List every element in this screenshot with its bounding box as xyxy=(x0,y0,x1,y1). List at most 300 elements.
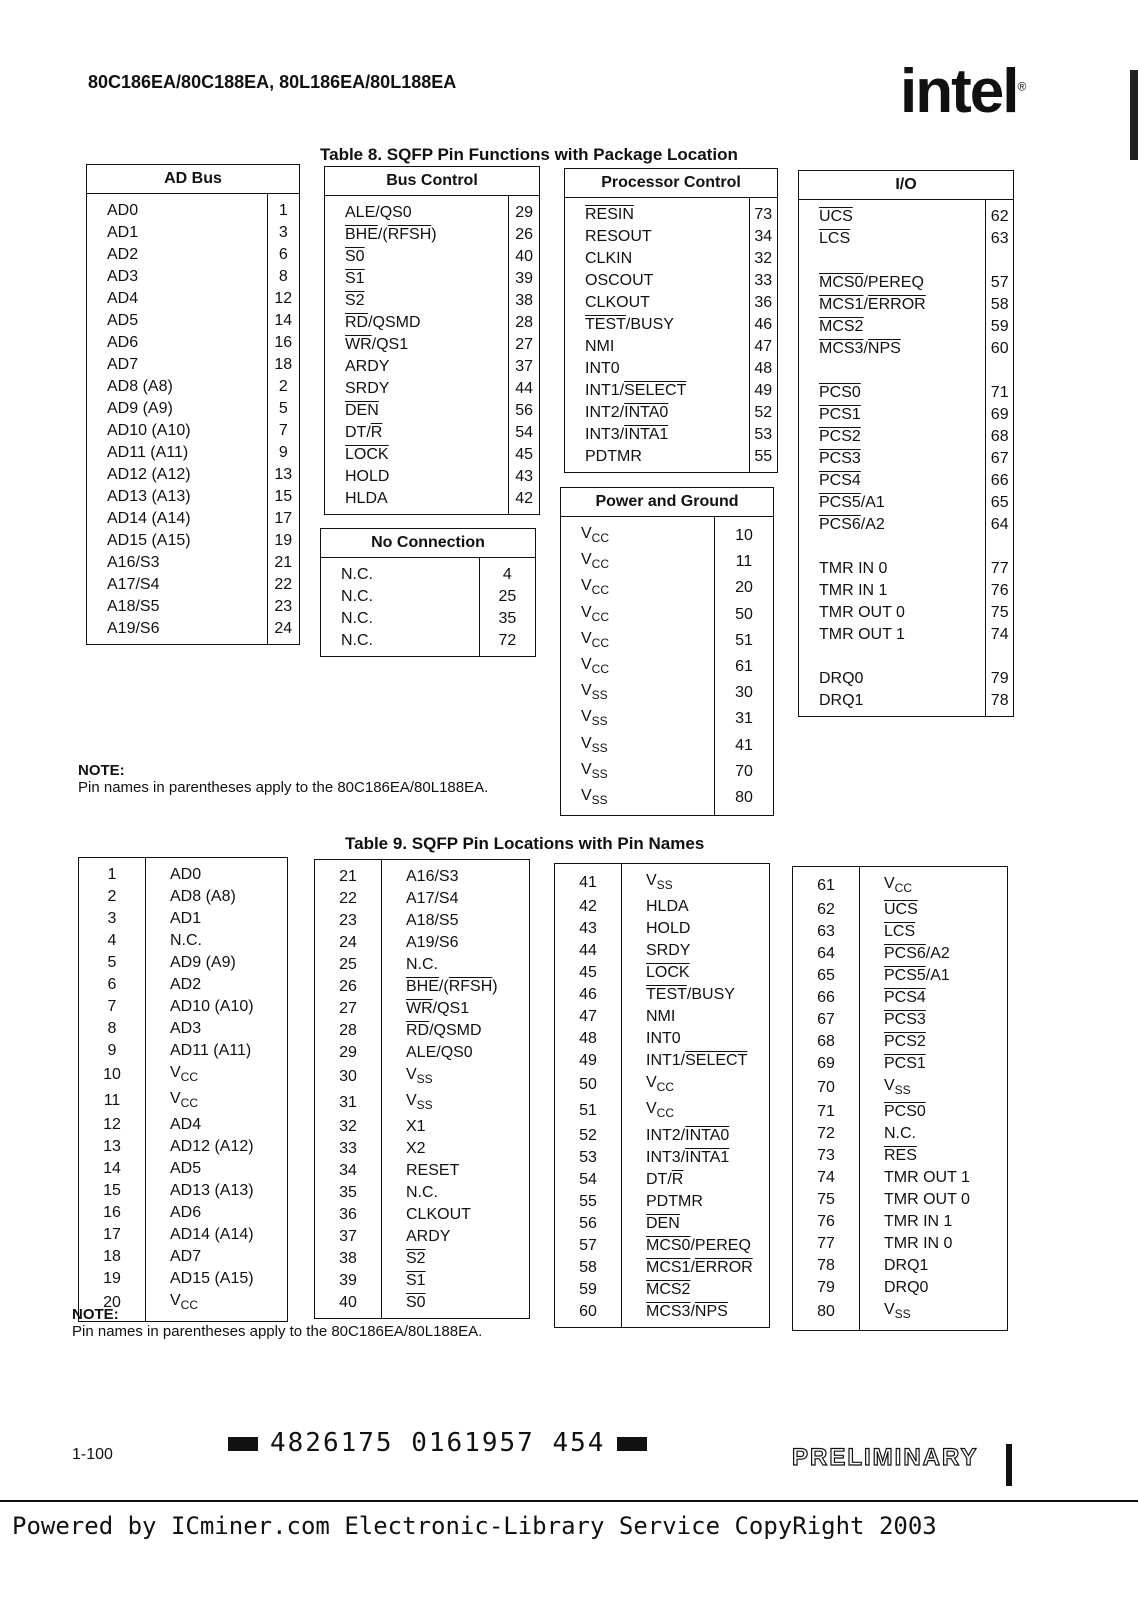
table-row xyxy=(793,1123,1008,1145)
pin-name: HOLD xyxy=(325,466,509,488)
pin-number: 3 xyxy=(278,224,288,241)
table-row xyxy=(325,466,540,488)
pin-name: PCS1 xyxy=(799,404,986,426)
table-row xyxy=(555,1213,770,1235)
pin-number: 72 xyxy=(498,632,517,649)
powered-by-footer: Powered by ICminer.com Electronic-Library Service CopyRight 2003 xyxy=(12,1512,937,1540)
table-row xyxy=(87,244,300,266)
table-row xyxy=(87,486,300,508)
page-number: 1-100 xyxy=(72,1446,113,1463)
table-row xyxy=(325,312,540,334)
pin-number: 68 xyxy=(793,1031,860,1053)
note-title: NOTE: xyxy=(78,762,125,779)
pin-number: 55 xyxy=(555,1191,622,1213)
table-row xyxy=(555,1257,770,1279)
pin-name: TEST/BUSY xyxy=(622,984,770,1006)
pin-name: MCS2 xyxy=(622,1279,770,1301)
pin-number: 50 xyxy=(555,1072,622,1098)
pin-name: $DT/\overline{R}$ xyxy=(622,1169,770,1191)
table-row xyxy=(87,442,300,464)
pin-number: 72 xyxy=(793,1123,860,1145)
table-header: I/O xyxy=(799,171,1014,200)
table-row xyxy=(793,965,1008,987)
pin-number: 45 xyxy=(555,962,622,984)
table-row xyxy=(793,987,1008,1009)
table8-power-ground xyxy=(560,487,774,816)
pin-name: NMI xyxy=(565,336,750,358)
pin-number: 29 xyxy=(515,204,534,221)
barcode xyxy=(216,1428,659,1458)
pin-name: CLKOUT xyxy=(565,292,750,314)
table-row xyxy=(315,910,530,932)
pin-number: 66 xyxy=(990,472,1009,489)
pin-name: AD9 (A9) xyxy=(87,398,268,420)
logo-text: intel xyxy=(900,57,1018,126)
table-row xyxy=(793,1009,1008,1031)
document-header-title: 80C186EA/80C188EA, 80L186EA/80L188EA xyxy=(88,72,457,92)
table-row xyxy=(79,908,288,930)
table-row xyxy=(565,446,778,473)
pin-name: $\overline{RD}$/QSMD xyxy=(382,1020,530,1042)
pin-name: A18/S5 xyxy=(87,596,268,618)
table-row xyxy=(315,954,530,976)
table-row xyxy=(799,200,1014,229)
table-row xyxy=(87,596,300,618)
pin-name: AD15 (A15) xyxy=(146,1268,288,1290)
table-row xyxy=(555,1028,770,1050)
table9-caption: Table 9. SQFP Pin Locations with Pin Names xyxy=(345,834,705,853)
table9-note xyxy=(72,1306,482,1340)
pin-name: $\overline{DEN}$ xyxy=(325,400,509,422)
pin-name: AD10 (A10) xyxy=(146,996,288,1018)
table-row xyxy=(79,1224,288,1246)
pin-name: AD4 xyxy=(146,1114,288,1136)
table-row xyxy=(79,952,288,974)
pin-name: AD9 (A9) xyxy=(146,952,288,974)
pin-name: S0 xyxy=(325,246,509,268)
pin-number: 12 xyxy=(274,290,293,307)
table-row xyxy=(799,382,1014,404)
table-row xyxy=(799,426,1014,448)
table-row xyxy=(87,552,300,574)
pin-name: AD4 xyxy=(87,288,268,310)
pin-number: 11 xyxy=(79,1088,146,1114)
table9-col2 xyxy=(314,859,530,1319)
table-row xyxy=(325,488,540,515)
pin-number: 75 xyxy=(990,604,1009,621)
pin-number: 59 xyxy=(990,318,1009,335)
pin-name: DRQ1 xyxy=(860,1255,1008,1277)
pin-number: 16 xyxy=(274,334,293,351)
table-row xyxy=(315,1160,530,1182)
pin-name: TMR IN 1 xyxy=(799,580,986,602)
pin-number: 5 xyxy=(79,952,146,974)
pin-number: 48 xyxy=(555,1028,622,1050)
pin-number: 50 xyxy=(735,605,753,623)
pin-number: 67 xyxy=(793,1009,860,1031)
table-row xyxy=(321,608,536,630)
pin-number: 8 xyxy=(79,1018,146,1040)
pin-name: AD6 xyxy=(146,1202,288,1224)
pin-number: 32 xyxy=(315,1116,382,1138)
pin-name: AD8 (A8) xyxy=(146,886,288,908)
pin-number: 46 xyxy=(754,316,773,333)
pin-name: PCS0 xyxy=(799,382,986,404)
pin-number: 65 xyxy=(990,494,1009,511)
pin-number: 19 xyxy=(79,1268,146,1290)
pin-name xyxy=(799,646,986,668)
pin-number: 76 xyxy=(793,1211,860,1233)
pin-name: INT0 xyxy=(565,358,750,380)
pin-name: AD11 (A11) xyxy=(87,442,268,464)
table-row xyxy=(325,444,540,466)
pin-name: $V_{CC}$ xyxy=(146,1290,288,1321)
pin-number: 14 xyxy=(274,312,293,329)
table-row xyxy=(799,536,1014,558)
pin-number: 4 xyxy=(79,930,146,952)
pin-number: 36 xyxy=(754,294,773,311)
margin-mark xyxy=(1130,70,1138,160)
pin-number: 16 xyxy=(79,1202,146,1224)
table-row xyxy=(325,246,540,268)
pin-name: $V_{SS}$ xyxy=(382,1090,530,1116)
pin-name: TMR OUT 0 xyxy=(799,602,986,624)
pin-number: 20 xyxy=(735,579,753,597)
table-row xyxy=(315,1042,530,1064)
table8-no-connection xyxy=(320,528,536,657)
pin-name: PCS6/A2 xyxy=(799,514,986,536)
pin-number: 64 xyxy=(793,943,860,965)
table-row xyxy=(79,1136,288,1158)
pin-number: 43 xyxy=(555,918,622,940)
table-row xyxy=(315,1090,530,1116)
pin-name: A19/S6 xyxy=(87,618,268,645)
pin-number: 21 xyxy=(315,860,382,889)
pin-number: 13 xyxy=(79,1136,146,1158)
table-row xyxy=(79,930,288,952)
table-row xyxy=(325,334,540,356)
pin-name: CLKOUT xyxy=(382,1204,530,1226)
table-row xyxy=(79,1268,288,1290)
table-row xyxy=(793,1255,1008,1277)
pin-name: S2 xyxy=(325,290,509,312)
pin-number: 41 xyxy=(555,864,622,897)
pin-number: 80 xyxy=(735,788,753,806)
pin-number: 80 xyxy=(793,1299,860,1330)
pin-name: AD14 (A14) xyxy=(146,1224,288,1246)
table-row xyxy=(555,1006,770,1028)
table-row xyxy=(793,867,1008,900)
pin-name: $V_{CC}$ xyxy=(561,517,715,550)
table-row xyxy=(79,1158,288,1180)
table-row xyxy=(79,1088,288,1114)
pin-name: AD7 xyxy=(87,354,268,376)
table-row xyxy=(793,1075,1008,1101)
pin-number: 62 xyxy=(990,208,1009,225)
table-row xyxy=(87,464,300,486)
pin-name: LOCK xyxy=(622,962,770,984)
pin-number: 71 xyxy=(793,1101,860,1123)
table-row xyxy=(87,222,300,244)
pin-name: $V_{SS}$ xyxy=(561,785,715,816)
table-row xyxy=(793,1189,1008,1211)
table-row xyxy=(87,310,300,332)
table-header: No Connection xyxy=(321,529,536,558)
pin-name: N.C. xyxy=(321,608,480,630)
pin-number: 68 xyxy=(990,428,1009,445)
pin-name: INT2/INTA0 xyxy=(565,402,750,424)
pin-name: ALE/QS0 xyxy=(382,1042,530,1064)
table-row xyxy=(793,1211,1008,1233)
pin-number: 60 xyxy=(555,1301,622,1328)
table-header: AD Bus xyxy=(87,165,300,194)
pin-name: TMR IN 0 xyxy=(799,558,986,580)
pin-number: 1 xyxy=(278,202,288,219)
pin-number: 40 xyxy=(515,248,534,265)
pin-name: A16/S3 xyxy=(87,552,268,574)
pin-name: AD3 xyxy=(146,1018,288,1040)
table-header: Processor Control xyxy=(565,169,778,198)
table-row xyxy=(793,899,1008,921)
pin-number: 61 xyxy=(793,867,860,900)
pin-number: 30 xyxy=(315,1064,382,1090)
pin-number: 31 xyxy=(735,710,753,728)
pin-number: 42 xyxy=(555,896,622,918)
pin-name: AD0 xyxy=(146,858,288,887)
pin-name: AD5 xyxy=(87,310,268,332)
pin-number: 42 xyxy=(515,490,534,507)
table-row xyxy=(325,356,540,378)
table-row xyxy=(87,266,300,288)
pin-name xyxy=(799,250,986,272)
pin-number: 70 xyxy=(735,762,753,780)
pin-number: 18 xyxy=(79,1246,146,1268)
table-row xyxy=(555,1125,770,1147)
pin-name: S2 xyxy=(382,1248,530,1270)
pin-name: A17/S4 xyxy=(87,574,268,596)
pin-name: ARDY xyxy=(382,1226,530,1248)
table-row xyxy=(799,360,1014,382)
table-row xyxy=(799,316,1014,338)
pin-name: RESIN xyxy=(565,198,750,227)
table-row xyxy=(315,1064,530,1090)
table-row xyxy=(79,996,288,1018)
pin-name: $\overline{UCS}$ xyxy=(860,899,1008,921)
pin-number: 55 xyxy=(754,448,773,465)
pin-name: AD2 xyxy=(146,974,288,996)
pin-number: 47 xyxy=(555,1006,622,1028)
pin-name: MCS1/ERROR xyxy=(799,294,986,316)
table-row xyxy=(315,1182,530,1204)
table-row xyxy=(79,858,288,887)
pin-name: TEST/BUSY xyxy=(565,314,750,336)
table-row xyxy=(799,514,1014,536)
table-row xyxy=(799,404,1014,426)
pin-name: PCS6/A2 xyxy=(860,943,1008,965)
note-text: Pin names in parentheses apply to the 80C186EA/80L188EA. xyxy=(78,779,489,796)
table-row xyxy=(555,864,770,897)
pin-name: A16/S3 xyxy=(382,860,530,889)
table-row xyxy=(561,602,774,628)
pin-number: 22 xyxy=(274,576,293,593)
table-row xyxy=(315,1226,530,1248)
pin-name: AD11 (A11) xyxy=(146,1040,288,1062)
table-row xyxy=(315,1270,530,1292)
pin-number: 2 xyxy=(79,886,146,908)
pin-number: 62 xyxy=(793,899,860,921)
intel-logo: intel® xyxy=(900,57,1025,126)
pin-number: 35 xyxy=(315,1182,382,1204)
pin-name: $V_{CC}$ xyxy=(622,1098,770,1124)
table-row xyxy=(555,940,770,962)
pin-number: 33 xyxy=(754,272,773,289)
pin-name xyxy=(799,536,986,558)
pin-name: $\overline{UCS}$ xyxy=(799,200,986,229)
pin-number: 6 xyxy=(79,974,146,996)
pin-name: AD15 (A15) xyxy=(87,530,268,552)
table8-processor-control xyxy=(564,168,778,473)
pin-name: AD13 (A13) xyxy=(87,486,268,508)
pin-name: AD12 (A12) xyxy=(146,1136,288,1158)
table-row xyxy=(321,630,536,657)
pin-number: 17 xyxy=(79,1224,146,1246)
pin-number: 41 xyxy=(735,736,753,754)
table-row xyxy=(555,1098,770,1124)
table-row xyxy=(555,1072,770,1098)
pin-number: 26 xyxy=(315,976,382,998)
pin-number: 77 xyxy=(990,560,1009,577)
table-row xyxy=(87,398,300,420)
table-row xyxy=(561,517,774,550)
pin-name: $\overline{LCS}$ xyxy=(799,228,986,250)
pin-name: AD14 (A14) xyxy=(87,508,268,530)
pin-number: 71 xyxy=(990,384,1009,401)
pin-number: 54 xyxy=(555,1169,622,1191)
pin-name: $DT/\overline{R}$ xyxy=(325,422,509,444)
pin-number: 70 xyxy=(793,1075,860,1101)
pin-number: 46 xyxy=(555,984,622,1006)
table-row xyxy=(315,1248,530,1270)
pin-number: 6 xyxy=(278,246,288,263)
table-row xyxy=(561,785,774,816)
pin-number: 52 xyxy=(555,1125,622,1147)
pin-number xyxy=(986,536,1014,558)
pin-number: 4 xyxy=(502,566,512,583)
pin-name: DRQ0 xyxy=(799,668,986,690)
table-row xyxy=(561,575,774,601)
pin-name: A19/S6 xyxy=(382,932,530,954)
table-row xyxy=(793,1101,1008,1123)
table-row xyxy=(79,974,288,996)
pin-number: 73 xyxy=(754,206,773,223)
table8-caption: Table 8. SQFP Pin Functions with Package Location xyxy=(320,145,738,164)
pin-number: 22 xyxy=(315,888,382,910)
table9-col1 xyxy=(78,857,288,1322)
pin-name: MCS0/PEREQ xyxy=(799,272,986,294)
table-row xyxy=(565,336,778,358)
pin-name: $V_{CC}$ xyxy=(561,575,715,601)
pin-number: 74 xyxy=(793,1167,860,1189)
pin-number: 27 xyxy=(515,336,534,353)
table-row xyxy=(565,402,778,424)
table9-col3 xyxy=(554,863,770,1328)
pin-name: PCS2 xyxy=(799,426,986,448)
barcode-block xyxy=(228,1437,258,1451)
pin-number: 33 xyxy=(315,1138,382,1160)
pin-name: $\overline{RES}$ xyxy=(860,1145,1008,1167)
pin-name: N.C. xyxy=(860,1123,1008,1145)
pin-number: 14 xyxy=(79,1158,146,1180)
pin-number: 30 xyxy=(735,684,753,702)
pin-name: PDTMR xyxy=(565,446,750,473)
pin-number: 47 xyxy=(754,338,773,355)
pin-number: 9 xyxy=(79,1040,146,1062)
table-header: Bus Control xyxy=(325,167,540,196)
pin-number xyxy=(986,360,1014,382)
pin-number: 76 xyxy=(990,582,1009,599)
pin-name: MCS1/ERROR xyxy=(622,1257,770,1279)
pin-name: $\overline{WR}/QS1$ xyxy=(382,998,530,1020)
table-row xyxy=(555,1050,770,1072)
pin-number: 34 xyxy=(754,228,773,245)
table8-io xyxy=(798,170,1014,717)
pin-number: 36 xyxy=(315,1204,382,1226)
table-row xyxy=(79,1040,288,1062)
table-row xyxy=(79,1246,288,1268)
pin-name: N.C. xyxy=(321,586,480,608)
pin-name: PCS4 xyxy=(860,987,1008,1009)
pin-name: PCS3 xyxy=(799,448,986,470)
pin-number: 26 xyxy=(515,226,534,243)
pin-name: $V_{SS}$ xyxy=(561,759,715,785)
pin-name: OSCOUT xyxy=(565,270,750,292)
pin-name: RESET xyxy=(382,1160,530,1182)
barcode-text: 4826175 0161957 454 xyxy=(270,1428,606,1458)
pin-name: A18/S5 xyxy=(382,910,530,932)
table-row xyxy=(799,250,1014,272)
pin-name: HLDA xyxy=(325,488,509,515)
pin-number: 39 xyxy=(515,270,534,287)
pin-name: $\overline{WR}/QS1$ xyxy=(325,334,509,356)
table-row xyxy=(565,226,778,248)
table-row xyxy=(315,932,530,954)
pin-name: S1 xyxy=(325,268,509,290)
pin-number: 49 xyxy=(754,382,773,399)
table-row xyxy=(555,1235,770,1257)
pin-number: 5 xyxy=(278,400,288,417)
table-row xyxy=(793,1167,1008,1189)
pin-number: 20 xyxy=(79,1290,146,1321)
pin-number: 3 xyxy=(79,908,146,930)
pin-number: 58 xyxy=(990,296,1009,313)
pin-number: 34 xyxy=(315,1160,382,1182)
table-row xyxy=(555,984,770,1006)
table-row xyxy=(325,378,540,400)
table-row xyxy=(325,196,540,225)
table-row xyxy=(561,759,774,785)
pin-number: 52 xyxy=(754,404,773,421)
pin-number: 56 xyxy=(515,402,534,419)
pin-name: TMR OUT 0 xyxy=(860,1189,1008,1211)
pin-number xyxy=(986,646,1014,668)
pin-name: $V_{CC}$ xyxy=(146,1088,288,1114)
table-row xyxy=(315,998,530,1020)
pin-number: 57 xyxy=(990,274,1009,291)
pin-name: $\overline{BHE}/(RFSH)$ xyxy=(325,224,509,246)
pin-name: TMR IN 1 xyxy=(860,1211,1008,1233)
pin-name: PCS4 xyxy=(799,470,986,492)
pin-number: 7 xyxy=(278,422,288,439)
